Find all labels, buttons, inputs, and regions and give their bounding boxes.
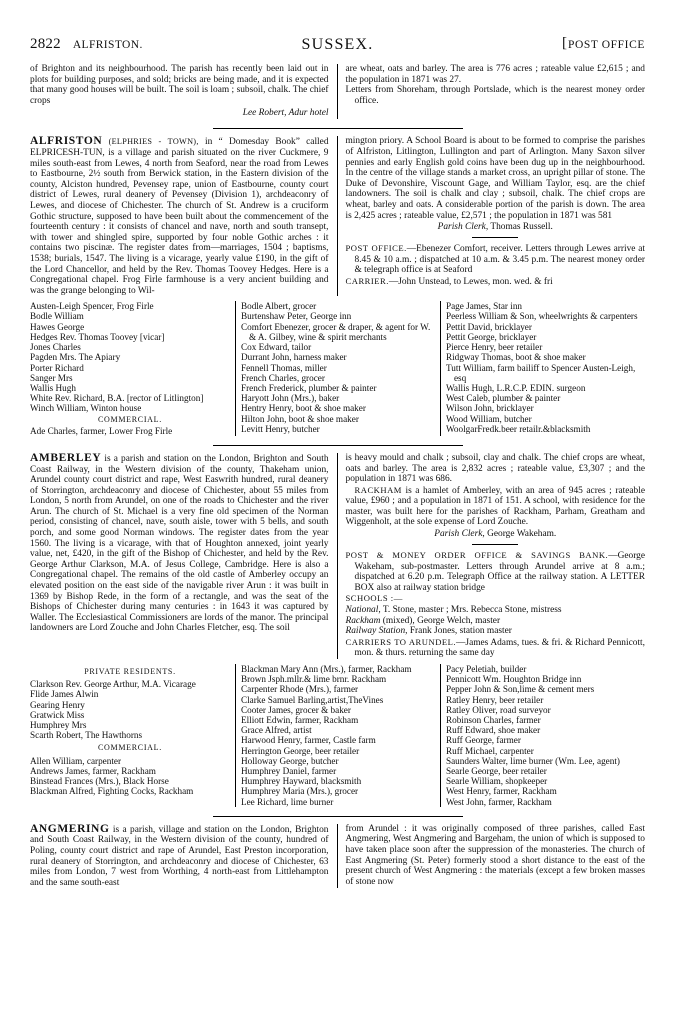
list-item: Bodle William: [30, 311, 84, 322]
list-item: Comfort Ebenezer, grocer & draper, & agent for W. & A. Gilbey, wine & spirit merchants: [240, 321, 431, 342]
carriers-text: —James Adams, tues. & fri. & Richard Pennicott, mon. & thurs. returning the same day: [354, 637, 645, 659]
amberley-commercial-list-col2: [241, 664, 435, 807]
parish-clerk-label: Parish Clerk: [434, 529, 483, 540]
alfriston-place-name: ALFRISTON: [30, 135, 103, 148]
alfriston-dir-col-1: [30, 301, 235, 436]
list-item: WoolgarFredk.beer retailr.&blacksmith: [445, 423, 591, 434]
list-item: Carpenter Rhode (Mrs.), farmer: [240, 684, 359, 695]
list-item: Binstead Frances (Mrs.), Black Horse: [30, 776, 169, 787]
amberley-directory: [30, 664, 645, 807]
amberley-dir-col-2: [235, 664, 440, 807]
list-item: West John, farmer, Rackham: [445, 796, 552, 807]
schools-label: SCHOOLS :—: [345, 593, 403, 604]
list-item: Humphrey Daniel, farmer: [240, 766, 337, 777]
angmering-body-left: is a parish, village and station on the London, Brighton and South Coast Railway, in the Western division of the county, hundred of Poling, county court district and rape of Arundel, East Preston incorporation, rural deanery of Storrington, and archdeaconry and diocese of Chichester, 63 miles from London, 7 west from Worthing, 4 north-east from Littlehampton and the same south-east: [30, 824, 329, 888]
amberley-place-name: AMBERLEY: [30, 451, 102, 464]
alfriston-dir-col-2: [235, 301, 440, 436]
alfriston-body-left: in “ Domesday Book” called ELPRICESH-TUN, is a village and parish situated on the river Cuckmere, 9 miles south-east from Lewes, 4 north from Seaford, near the road from Lewes to Eastbourne, 2½ south from Berwick station, in the Eastern division of the county, Alciston hundred, Pevensey rape, union of Eastbourne, county court district of Lewes, rural deanery of Pevensey (Division 1), archdeaconry of Lewes, and diocese of Chichester. The church of St. Andrew is a cruciform Gothic structure, supposed to have been built about the commencement of the fourteenth century : it consists of chancel and nave, north and south transept, with tower and shingled spire, supported by four noble Gothic arches : it contains two piscinæ. The register dates from—marriages, 1504 ; baptisms, 1538; burials, 1547. The living is a vicarage, yearly value £190, in the gift of the Lord Chancellor, and held by the Rev. Thomas Toovey Hedges. Here is a Congregational chapel. Frog Firle farmhouse is a very ancient building and was the grange belonging to Wil-: [30, 137, 329, 296]
amberley-school-national: [346, 605, 646, 616]
angmering-body-right: from Arundel : it was originally composed of three parishes, called East Angmering, West Angmering and Bargeham, the union of which is supposed to have taken place soon after the suppression of the monasteries. The church of East Angmering (St. Peter) formerly stood a short distance to the east of the present church of West Angmering : the materials (except a few broken masses of stone now: [345, 823, 645, 887]
angmering-place-name: ANGMERING: [30, 822, 110, 835]
list-item: Flide James Alwin: [30, 689, 99, 700]
list-item: Burtenshaw Peter, George inn: [240, 311, 352, 322]
list-item: Levitt Henry, butcher: [240, 423, 320, 434]
continuation-right-column: [338, 64, 646, 119]
list-item: Harwood Henry, farmer, Castle farm: [240, 735, 376, 746]
amberley-dir-col-1: [30, 664, 235, 807]
list-item: Ruff Edward, shoe maker: [445, 725, 541, 736]
list-item: Jones Charles: [30, 342, 81, 353]
list-item: Searle George, beer retailer: [445, 766, 547, 777]
amberley-parish-clerk: [346, 529, 646, 539]
list-item: Pierce Henry, beer retailer: [445, 342, 543, 353]
amberley-schools-label: [346, 593, 646, 605]
post-office-text: —George Wakeham, sub-postmaster. Letters through Arundel arrive at 8 a.m.; dispatched at 6.20 p.m. Telegraph Office at the railway station. A LETTER BOX also at railway station bridge: [354, 551, 645, 593]
alfriston-parish-clerk: [346, 222, 646, 232]
list-item: Humphrey Mrs: [30, 720, 87, 731]
list-item: Haryott John (Mrs.), baker: [240, 393, 340, 404]
list-item: Humphrey Hayward, blacksmith: [240, 776, 362, 787]
list-item: Ade Charles, farmer, Lower Frog Firle: [30, 425, 173, 436]
list-item: Scarth Robert, The Hawthorns: [30, 730, 143, 741]
list-item: Searle William, shopkeeper: [445, 776, 548, 787]
amberley-body-right-1: is heavy mould and chalk ; subsoil, clay and chalk. The chief crops are wheat, oats and barley. The area is 2,832 acres ; rateable value, £3,307 ; and the population in 1871 was 686.: [345, 452, 645, 485]
continuation-block: [30, 64, 645, 119]
alfriston-directory: [30, 301, 645, 436]
list-item: Elliott Edwin, farmer, Rackham: [240, 715, 359, 726]
list-item: Ruff George, farmer: [445, 735, 521, 746]
amberley-railway-station: [346, 626, 646, 637]
page-number: 2822: [30, 36, 61, 52]
continuation-left-text: of Brighton and its neighbourhood. The parish has recently been laid out in plots for building purposes, and sold; bricks are being made, and it is expected that many good houses will be built. The soil is loam ; subsoil, chalk. The chief crops: [30, 64, 329, 106]
signature-italic: Adur hotel: [288, 108, 329, 119]
carrier-label: CARRIER.: [345, 275, 389, 286]
angmering-section: [30, 824, 645, 889]
running-head-section: [561, 35, 645, 51]
open-bracket-glyph: [: [561, 35, 568, 51]
rackham-label: RACKHAM: [354, 484, 402, 495]
list-item: Wilson John, bricklayer: [445, 403, 534, 414]
parish-clerk-label: Parish Clerk: [437, 222, 486, 233]
list-item: Ridgway Thomas, boot & shoe maker: [445, 352, 586, 363]
angmering-intro: [30, 824, 329, 889]
list-item: Saunders Walter, lime burner (Wm. Lee, agent): [445, 755, 620, 766]
list-item: Wallis Hugh: [30, 382, 76, 393]
list-item: Page James, Star inn: [445, 301, 523, 312]
alfriston-right-column: [338, 136, 646, 296]
school-rackham-label: Rackham: [345, 615, 381, 626]
list-item: West Henry, farmer, Rackham: [445, 786, 557, 797]
alfriston-commercial-list-col2: [241, 301, 435, 434]
list-item: Durrant John, harness maker: [240, 352, 347, 363]
list-item: Pettit George, bricklayer: [445, 331, 537, 342]
amberley-private-heading: PRIVATE RESIDENTS.: [84, 667, 176, 677]
continuation-right-text-1: are wheat, oats and barley. The area is 776 acres ; rateable value £2,615 ; and the population in 1871 was 27.: [345, 64, 645, 85]
list-item: Bodle Albert, grocer: [240, 301, 317, 312]
list-item: Hedges Rev. Thomas Toovey [vicar]: [30, 331, 165, 342]
alfriston-section: [30, 136, 645, 296]
list-item: Clarkson Rev. George Arthur, M.A. Vicarage: [30, 679, 196, 690]
angmering-right-column: [338, 824, 646, 889]
alfriston-private-list: [30, 301, 230, 413]
amberley-left-column: [30, 453, 338, 659]
list-item: Blackman Mary Ann (Mrs.), farmer, Rackham: [240, 664, 412, 675]
running-head-county: SUSSEX.: [301, 36, 374, 53]
list-item: French Frederick, plumber & painter: [240, 382, 377, 393]
list-item: Grace Alfred, artist: [240, 725, 312, 736]
list-item: Cooter James, grocer & baker: [240, 704, 351, 715]
running-head-section-label: POST OFFICE: [567, 39, 645, 51]
amberley-private-list: [30, 679, 230, 740]
list-item: Herrington George, beer retailer: [240, 745, 360, 756]
signature-name: Lee Robert,: [242, 108, 289, 119]
alfriston-commercial-list-col1: [30, 426, 230, 436]
amberley-intro: [30, 453, 329, 634]
school-national-label: National: [345, 605, 379, 616]
alfriston-intro: [30, 136, 329, 296]
carriers-label: CARRIERS TO ARUNDEL.: [345, 636, 457, 647]
list-item: Gearing Henry: [30, 699, 85, 710]
amberley-commercial-heading: COMMERCIAL.: [98, 743, 162, 753]
railway-station-text: , Frank Jones, station master: [405, 626, 512, 637]
continuation-right-text-2: Letters from Shoreham, through Portslade, which is the nearest money order office.: [345, 85, 645, 106]
amberley-angmering-divider: [213, 816, 463, 817]
amberley-school-rackham: [346, 616, 646, 627]
amberley-rackham-paragraph: [346, 485, 646, 528]
post-office-label: POST & MONEY ORDER OFFICE & SAVINGS BANK.: [345, 550, 609, 561]
section-divider-wrap: [30, 128, 645, 129]
alfriston-alt-name: (ELPHRIES - TOWN),: [108, 137, 199, 147]
alfriston-left-column: [30, 136, 338, 296]
amberley-post-office: [346, 550, 646, 593]
list-item: Wallis Hugh, L.R.C.P. EDIN. surgeon: [445, 382, 586, 393]
parish-clerk-name: , Thomas Russell.: [485, 222, 553, 233]
list-item: Cox Edward, tailor: [240, 342, 312, 353]
amberley-angmering-divider-wrap: [30, 816, 645, 817]
list-item: Lee Richard, lime burner: [240, 796, 334, 807]
list-item: Clarke Samuel Barling,artist,TheVines: [240, 694, 384, 705]
list-item: French Charles, grocer: [240, 372, 325, 383]
amberley-dir-col-3: [440, 664, 645, 807]
list-item: Pennicott Wm. Houghton Bridge inn: [445, 674, 582, 685]
list-item: Brown Jsph.mllr.& lime brnr. Rackham: [240, 674, 387, 685]
alfriston-short-rule: [472, 237, 518, 238]
list-item: Allen William, carpenter: [30, 755, 122, 766]
running-head-place: ALFRISTON.: [72, 39, 143, 51]
amberley-carriers: [346, 637, 646, 659]
parish-clerk-name: , George Wakeham.: [482, 529, 557, 540]
list-item: Pagden Mrs. The Apiary: [30, 352, 121, 363]
list-item: Hilton John, boot & shoe maker: [240, 413, 359, 424]
list-item: Pepper John & Son,lime & cement mers: [445, 684, 595, 695]
list-item: Peerless William & Son, wheelwrights & carpenters: [445, 311, 638, 322]
alfriston-carrier: [346, 276, 646, 288]
running-head: [30, 36, 645, 58]
list-item: Pettit David, bricklayer: [445, 321, 532, 332]
amberley-right-column: [338, 453, 646, 659]
list-item: Hentry Henry, boot & shoe maker: [240, 403, 366, 414]
list-item: Pacy Peletiah, builder: [445, 664, 527, 675]
angmering-left-column: [30, 824, 338, 889]
list-item: Andrews James, farmer, Rackham: [30, 765, 156, 776]
list-item: Fennell Thomas, miller: [240, 362, 327, 373]
continuation-left-column: [30, 64, 338, 119]
alfriston-amberley-divider: [213, 445, 463, 446]
list-item: Porter Richard: [30, 362, 84, 373]
list-item: Humphrey Maria (Mrs.), grocer: [240, 786, 359, 797]
list-item: Blackman Alfred, Fighting Cocks, Rackham: [30, 786, 194, 797]
list-item: Tutt William, farm bailiff to Spencer Austen-Leigh, esq: [445, 362, 636, 383]
list-item: Ratley Henry, beer retailer: [445, 694, 544, 705]
list-item: Holloway George, butcher: [240, 755, 339, 766]
carrier-text: —John Unstead, to Lewes, mon. wed. & fri: [388, 276, 553, 287]
alfriston-amberley-divider-wrap: [30, 445, 645, 446]
amberley-body-left: is a parish and station on the London, Brighton and South Coast Railway, in the Western division of the county, Thakeham union, Arundel county court district and rape, West Easwrith hundred, rural deanery of Storrington, archdeaconry and diocese of Chichester, about 55 miles from London, 5 north from Arundel, on one of the roads to Chichester and the river Arun. The church of St. Michael is a very fine old specimen of the Norman period, consisting of chancel, nave, south aisle, tower with 5 bells, and south porch, and some good Norman windows. The register dates from the year 1560. The living is a vicarage, with that of Houghton annexed, joint yearly value, net, £420, in the gift of the Bishop of Chichester, and held by the Rev. George Arthur Clarkson, M.A. of Jesus College, Cambridge. Here is also a Congregational chapel. The remains of the old castle of Amberley occupy an elevated position on the east side of the navigable river Arun : it was built in 1369 by Bishop Rede, in the form of a rectangle, and was the seat of the Bishops of Chichester during many centuries : in 1643 it was captured by Waller. The Ecclesiastical Commissioners are lords of the manor. The principal landowners are Lord Zouche and John Charles Fletcher, esq. The soil: [30, 453, 329, 634]
amberley-section: [30, 453, 645, 659]
continuation-signature: [30, 108, 329, 119]
list-item: Ratley Oliver, road surveyor: [445, 704, 551, 715]
list-item: Wood William, butcher: [445, 413, 532, 424]
list-item: Winch William, Winton house: [30, 403, 142, 414]
list-item: Austen-Leigh Spencer, Frog Firle: [30, 301, 154, 312]
list-item: West Caleb, plumber & painter: [445, 393, 561, 404]
section-divider-rule: [213, 128, 463, 129]
list-item: White Rev. Richard, B.A. [rector of Litlington]: [30, 393, 204, 404]
school-national-text: , T. Stone, master ; Mrs. Rebecca Stone, mistress: [378, 605, 562, 616]
school-rackham-text: (mixed), George Welch, master: [380, 615, 501, 626]
list-item: Ruff Michael, carpenter: [445, 745, 534, 756]
list-item: Hawes George: [30, 321, 85, 332]
list-item: Sanger Mrs: [30, 372, 73, 383]
post-office-text: —Ebenezer Comfort, receiver. Letters through Lewes arrive at 8.45 & 10 a.m. ; dispatched at 10 a.m. & 3.45 p.m. The nearest money order & telegraph office is at Seaford: [354, 244, 645, 276]
alfriston-dir-col-3: [440, 301, 645, 436]
alfriston-commercial-heading: COMMERCIAL.: [98, 414, 162, 424]
rackham-text: is a hamlet of Amberley, with an area of 945 acres ; rateable value, £960 ; and a population in 1871 of 151. A school, with residence for the master, was built here for the parishes of Rackham, Parham, Greatham and Wiggenholt, at the sole expense of Lord Zouche.: [345, 485, 645, 528]
railway-station-label: Railway Station: [345, 626, 406, 637]
alfriston-body-right: mington priory. A School Board is about to be formed to comprise the parishes of Alfriston, Litlington, Lullington and part of Arlington. Many Saxon silver pennies and early English gold coins have been dug up in the neighbourhood. In the centre of the village stands a market cross, an upright pillar of stone. The Duke of Devonshire, Viscount Gage, and William Taylor, esq. are the chief landowners. The soil is chalk and clay ; subsoil, chalk. The chief crops are wheat, barley and oats. A considerable portion of the parish is down. The area is 2,425 acres ; rateable value, £2,571 ; the population in 1871 was 581: [345, 136, 645, 221]
alfriston-commercial-list-col3: [446, 301, 640, 434]
list-item: Gratwick Miss: [30, 709, 85, 720]
post-office-label: POST OFFICE.: [345, 243, 407, 254]
alfriston-post-office: [346, 243, 646, 276]
amberley-short-rule: [472, 544, 518, 545]
amberley-commercial-list-col3: [446, 664, 640, 807]
list-item: Robinson Charles, farmer: [445, 715, 541, 726]
amberley-commercial-list-col1: [30, 756, 230, 797]
